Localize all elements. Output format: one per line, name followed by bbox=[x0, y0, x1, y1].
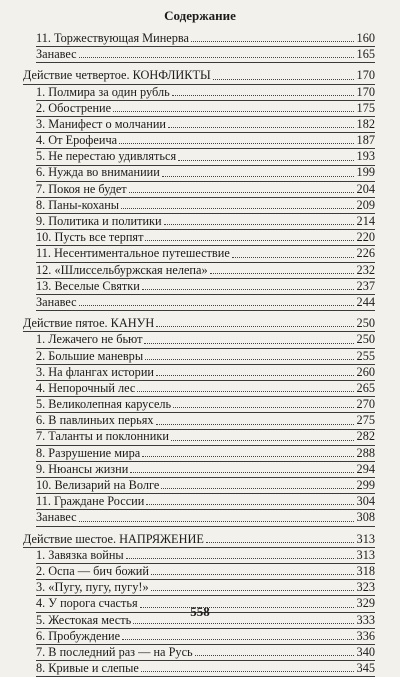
dot-leader bbox=[162, 175, 354, 177]
dot-leader bbox=[151, 573, 354, 575]
toc-entry-title: 6. В павлиньих перьях bbox=[36, 413, 154, 428]
toc-chapter-entry bbox=[23, 166, 375, 181]
dot-leader bbox=[79, 304, 354, 306]
toc-entry-title: 9. Нюансы жизни bbox=[36, 461, 129, 476]
dot-leader bbox=[122, 638, 354, 640]
toc-entry-page: 232 bbox=[356, 262, 375, 277]
toc-entry-page: 313 bbox=[356, 547, 375, 562]
dot-leader bbox=[113, 110, 354, 112]
toc-chapter-entry bbox=[23, 548, 375, 563]
toc-entry-title: 5. Великолепная карусель bbox=[36, 397, 172, 412]
dot-leader bbox=[119, 142, 354, 144]
dot-leader bbox=[156, 325, 354, 327]
dot-leader bbox=[79, 520, 354, 522]
dot-leader bbox=[213, 78, 354, 80]
toc-chapter-entry bbox=[23, 279, 375, 294]
toc-closing-entry bbox=[23, 510, 375, 525]
toc-chapter-entry bbox=[23, 462, 375, 477]
toc-chapter-entry bbox=[23, 133, 375, 148]
toc-entry-page: 244 bbox=[356, 294, 375, 309]
toc-entry-page: 182 bbox=[356, 116, 375, 131]
toc-entry-title: Действие четвертое. КОНФЛИКТЫ bbox=[23, 68, 211, 83]
toc-chapter-entry bbox=[23, 397, 375, 412]
toc-entry-title: 5. Жестокая месть bbox=[36, 612, 132, 627]
toc-entry-title: 4. У порога счастья bbox=[36, 596, 138, 611]
dot-leader bbox=[178, 159, 354, 161]
toc-chapter-entry bbox=[23, 214, 375, 229]
toc-chapter-entry bbox=[23, 629, 375, 644]
toc-entry-page: 199 bbox=[356, 165, 375, 180]
toc-entry-page: 255 bbox=[356, 348, 375, 363]
toc-entry-page: 165 bbox=[356, 47, 375, 62]
toc-entry-page: 160 bbox=[356, 30, 375, 45]
toc-entry-page: 209 bbox=[356, 197, 375, 212]
toc-entry-page: 250 bbox=[356, 316, 375, 331]
toc-chapter-entry bbox=[23, 246, 375, 261]
toc-chapter-entry bbox=[23, 263, 375, 278]
toc-entry-page: 270 bbox=[356, 397, 375, 412]
dot-leader bbox=[142, 455, 354, 457]
toc-entry-page: 204 bbox=[356, 181, 375, 196]
dot-leader bbox=[79, 56, 354, 58]
toc-entry-title: 1. Завязка войны bbox=[36, 547, 124, 562]
toc-entry-page: 282 bbox=[356, 429, 375, 444]
dot-leader bbox=[191, 40, 354, 42]
dot-leader bbox=[146, 503, 354, 505]
dot-leader bbox=[156, 423, 354, 425]
toc-entry-page: 304 bbox=[356, 494, 375, 509]
page-header-title: Содержание bbox=[164, 8, 236, 23]
toc-entry-title: 4. Непорочный лес bbox=[36, 380, 136, 395]
toc-entry-page: 220 bbox=[356, 230, 375, 245]
dot-leader bbox=[173, 406, 354, 408]
toc-entry-title: 9. Политика и политики bbox=[36, 214, 162, 229]
toc-entry-page: 340 bbox=[356, 644, 375, 659]
toc-entry-title: 7. Таланты и поклонники bbox=[36, 429, 169, 444]
toc-entry-page: 175 bbox=[356, 100, 375, 115]
dot-leader bbox=[206, 541, 354, 543]
toc-chapter-entry bbox=[23, 101, 375, 116]
toc-chapter-entry bbox=[23, 349, 375, 364]
toc-entry-title: 10. Велизарий на Волге bbox=[36, 478, 160, 493]
toc-entry-title: 2. Большие маневры bbox=[36, 348, 144, 363]
toc-chapter-entry bbox=[23, 413, 375, 428]
toc-entry-page: 333 bbox=[356, 612, 375, 627]
page-number: 558 bbox=[190, 604, 210, 619]
toc-entry-page: 214 bbox=[356, 214, 375, 229]
toc-entry-page: 318 bbox=[356, 563, 375, 578]
toc-chapter-entry bbox=[23, 198, 375, 213]
toc-entry-title: 8. Кривые и слепые bbox=[36, 661, 139, 676]
toc-entry-title: 3. «Пугу, пугу, пугу!» bbox=[36, 580, 149, 595]
toc-chapter-entry bbox=[23, 580, 375, 595]
toc-section-entry bbox=[23, 316, 375, 331]
toc-entry-title: 6. Пробуждение bbox=[36, 628, 121, 643]
toc-entry-title: 2. Обострение bbox=[36, 100, 112, 115]
toc-entry-page: 275 bbox=[356, 413, 375, 428]
dot-leader bbox=[130, 471, 354, 473]
toc-entry-title: 2. Оспа — бич божий bbox=[36, 563, 149, 578]
toc-entry-page: 187 bbox=[356, 133, 375, 148]
dot-leader bbox=[129, 191, 354, 193]
toc-entry-page: 294 bbox=[356, 461, 375, 476]
toc-entry-title: 7. В последний раз — на Русь bbox=[36, 644, 193, 659]
toc-entry-page: 226 bbox=[356, 246, 375, 261]
toc-entry-title: 6. Нужда во вниманиии bbox=[36, 165, 160, 180]
toc-section-entry bbox=[23, 532, 375, 547]
toc-entry-title: Занавес bbox=[36, 510, 77, 525]
toc-chapter-entry bbox=[23, 149, 375, 164]
toc-entry-title: 4. От Ерофеича bbox=[36, 133, 118, 148]
dot-leader bbox=[145, 358, 354, 360]
toc-entry-title: Занавес bbox=[36, 47, 77, 62]
toc-entry-title: 12. «Шлиссельбуржская нелепа» bbox=[36, 262, 208, 277]
toc-entry-page: 237 bbox=[356, 278, 375, 293]
toc-closing-entry bbox=[23, 47, 375, 62]
toc-entry-page: 323 bbox=[356, 580, 375, 595]
toc-entry-page: 329 bbox=[356, 596, 375, 611]
toc-entry-page: 193 bbox=[356, 149, 375, 164]
dot-leader bbox=[195, 654, 354, 656]
toc-entry-title: 11. Граждане России bbox=[36, 494, 145, 509]
toc-entry-title: 1. Лежачего не бьют bbox=[36, 332, 143, 347]
toc-chapter-entry bbox=[23, 182, 375, 197]
toc-entry-page: 265 bbox=[356, 380, 375, 395]
dot-leader bbox=[210, 272, 354, 274]
toc-chapter-entry bbox=[23, 31, 375, 46]
toc-entry-title: Действие шестое. НАПРЯЖЕНИЕ bbox=[23, 531, 204, 546]
toc-entry-title: 13. Веселые Святки bbox=[36, 278, 140, 293]
toc-entry-title: Действие пятое. КАНУН bbox=[23, 316, 155, 331]
dot-leader bbox=[126, 557, 354, 559]
toc-chapter-entry bbox=[23, 478, 375, 493]
dot-leader bbox=[142, 288, 354, 290]
dot-leader bbox=[161, 487, 354, 489]
toc-entry-page: 345 bbox=[356, 661, 375, 676]
toc-entry-title: 8. Разрушение мира bbox=[36, 445, 141, 460]
toc-entry-title: 1. Полмира за один рубль bbox=[36, 84, 170, 99]
toc-chapter-entry bbox=[23, 365, 375, 380]
dot-leader bbox=[232, 256, 354, 258]
toc-chapter-entry bbox=[23, 446, 375, 461]
toc-section-entry bbox=[23, 68, 375, 83]
toc-chapter-entry bbox=[23, 381, 375, 396]
toc-entry-title: 8. Паны-коханы bbox=[36, 197, 120, 212]
toc-entry-title: 7. Покоя не будет bbox=[36, 181, 127, 196]
toc-entry-page: 170 bbox=[356, 84, 375, 99]
dot-leader bbox=[156, 374, 354, 376]
dot-leader bbox=[145, 239, 354, 241]
dot-leader bbox=[171, 439, 354, 441]
toc-chapter-entry bbox=[23, 230, 375, 245]
toc-chapter-entry bbox=[23, 332, 375, 347]
dot-leader bbox=[172, 94, 354, 96]
toc-entry-page: 250 bbox=[356, 332, 375, 347]
dot-leader bbox=[168, 126, 354, 128]
toc-entry-title: 10. Пусть все терпят bbox=[36, 230, 144, 245]
toc-chapter-entry bbox=[23, 85, 375, 100]
toc-entry-title: 11. Несентиментальное путешествие bbox=[36, 246, 230, 261]
dot-leader bbox=[164, 223, 354, 225]
toc-chapter-entry bbox=[23, 661, 375, 676]
toc-entry-title: 3. На флангах истории bbox=[36, 364, 154, 379]
dot-leader bbox=[141, 670, 354, 672]
dot-leader bbox=[144, 342, 354, 344]
toc-entry-title: 11. Торжествующая Минерва bbox=[36, 30, 189, 45]
toc-entry-page: 288 bbox=[356, 445, 375, 460]
dot-leader bbox=[137, 390, 354, 392]
toc-chapter-entry bbox=[23, 494, 375, 509]
dot-leader bbox=[151, 589, 354, 591]
dot-leader bbox=[133, 622, 354, 624]
toc-entry-page: 170 bbox=[356, 68, 375, 83]
toc-chapter-entry bbox=[23, 430, 375, 445]
toc-entry-page: 308 bbox=[356, 510, 375, 525]
toc-closing-entry bbox=[23, 295, 375, 310]
toc-entry-page: 336 bbox=[356, 628, 375, 643]
toc-entry-title: 3. Манифест о молчании bbox=[36, 116, 166, 131]
dot-leader bbox=[121, 207, 354, 209]
toc-chapter-entry bbox=[23, 645, 375, 660]
toc-entry-page: 299 bbox=[356, 478, 375, 493]
toc-chapter-entry bbox=[23, 117, 375, 132]
toc-entry-title: 5. Не перестаю удивляться bbox=[36, 149, 177, 164]
toc-entry-page: 260 bbox=[356, 364, 375, 379]
toc-chapter-entry bbox=[23, 564, 375, 579]
toc-entry-title: Занавес bbox=[36, 294, 77, 309]
toc-entry-page: 313 bbox=[356, 531, 375, 546]
table-of-contents bbox=[23, 31, 375, 677]
